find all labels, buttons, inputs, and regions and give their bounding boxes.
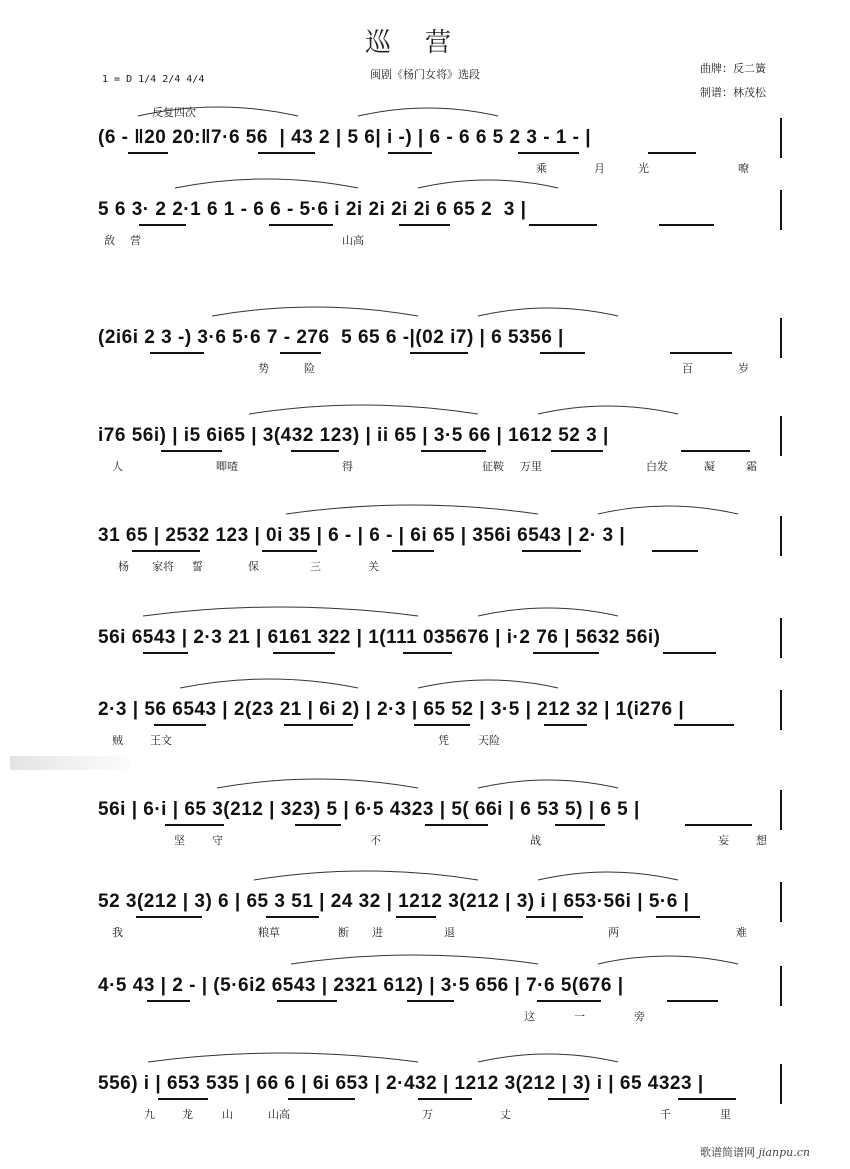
beam-underline: [518, 152, 579, 154]
lyric-word: 凝: [704, 460, 715, 473]
beam-underline: [656, 916, 700, 918]
beam-underline: [136, 916, 202, 918]
beam-underline: [674, 724, 734, 726]
slur-mark: [98, 96, 782, 118]
system-end-barline: [780, 882, 782, 922]
lyric-word: 退: [444, 926, 455, 939]
lyric-word: 关: [368, 560, 379, 573]
beam-underline: [388, 152, 432, 154]
beam-underline: [288, 1098, 355, 1100]
beam-underline: [648, 152, 696, 154]
lyrics-line: [98, 1106, 782, 1126]
beam-underline: [407, 1000, 454, 1002]
beam-underline: [678, 1098, 736, 1100]
slur-mark: [98, 768, 782, 790]
lyric-word: 人: [112, 460, 123, 473]
lyric-word: 乘: [536, 162, 547, 175]
lyric-word: 断: [338, 926, 349, 939]
notation-line: 56i | 6·i | 65 3(212 | 323) 5 | 6·5 4323 | 5( 66i | 6 53 5) | 6 5 |: [98, 799, 640, 820]
beam-underline: [681, 450, 750, 452]
lyric-word: 山: [222, 1108, 233, 1121]
score-subtitle: 闽剧《杨门女将》选段: [370, 68, 480, 81]
beam-underline: [421, 450, 486, 452]
watermark-cn: 歌谱简谱网: [700, 1146, 755, 1159]
lyric-word: 唧喳: [216, 460, 238, 473]
beam-underline: [132, 550, 200, 552]
system-end-barline: [780, 790, 782, 830]
beam-underline: [548, 1098, 589, 1100]
lyrics-line: [98, 1008, 782, 1028]
notation-line: (6 - ‖20 20:‖7·6 56 | 43 2 | 5 6| i -) | 6 - 6 6 5 2 3 - 1 - |: [98, 127, 592, 148]
lyric-word: 得: [342, 460, 353, 473]
system-end-barline: [780, 416, 782, 456]
system-end-barline: [780, 318, 782, 358]
lyric-word: 山高: [268, 1108, 290, 1121]
slur-mark: [98, 860, 782, 882]
beam-underline: [555, 824, 605, 826]
lyric-word: 保: [248, 560, 259, 573]
beam-underline: [262, 550, 317, 552]
lyric-word: 霜: [746, 460, 757, 473]
notation-system: [98, 516, 782, 606]
slur-mark: [98, 296, 782, 318]
slur-mark: [98, 668, 782, 690]
lyric-word: 光: [638, 162, 649, 175]
lyrics-line: [98, 558, 782, 578]
notation-line: 52 3(212 | 3) 6 | 65 3 51 | 24 32 | 1212 3(212 | 3) i | 653·56i | 5·6 |: [98, 891, 690, 912]
lyrics-line: [98, 458, 782, 478]
beam-underline: [150, 352, 204, 354]
beam-underline: [154, 724, 206, 726]
system-end-barline: [780, 190, 782, 230]
lyric-word: 凭: [438, 734, 449, 747]
lyric-word: 山高: [342, 234, 364, 247]
notation-system: [98, 416, 782, 506]
beam-underline: [295, 824, 341, 826]
beam-underline: [529, 224, 597, 226]
lyric-word: 征鞍: [482, 460, 504, 473]
beam-underline: [540, 352, 585, 354]
lyric-word: 嘹: [738, 162, 749, 175]
lyric-word: 万: [422, 1108, 433, 1121]
lyric-word: 万里: [520, 460, 542, 473]
lyrics-line: [98, 924, 782, 944]
beam-underline: [280, 352, 321, 354]
lyric-word: 险: [304, 362, 315, 375]
notation-system: [98, 1064, 782, 1154]
beam-underline: [266, 916, 319, 918]
beam-underline: [277, 1000, 337, 1002]
beam-underline: [544, 724, 587, 726]
lyric-word: 月: [594, 162, 605, 175]
beam-underline: [392, 550, 434, 552]
notation-line: i76 56i) | i5 6i65 | 3(432 123) | ii 65 | 3·5 66 | 1612 52 3 |: [98, 425, 609, 446]
beam-underline: [273, 652, 335, 654]
beam-underline: [284, 724, 353, 726]
score-title: 巡营: [364, 28, 485, 58]
beam-underline: [396, 916, 436, 918]
beam-underline: [418, 1098, 472, 1100]
slur-mark: [98, 596, 782, 618]
lyric-word: 旁: [634, 1010, 645, 1023]
lyric-word: 守: [212, 834, 223, 847]
lyric-word: 三: [310, 560, 321, 573]
lyric-word: 百: [682, 362, 693, 375]
lyric-word: 战: [530, 834, 541, 847]
lyrics-line: [98, 832, 782, 852]
beam-underline: [667, 1000, 718, 1002]
system-end-barline: [780, 690, 782, 730]
lyric-word: 难: [736, 926, 747, 939]
repeat-note: 反复四次: [152, 106, 196, 119]
lyric-word: 杨: [118, 560, 129, 573]
lyric-word: 家将: [152, 560, 174, 573]
beam-underline: [128, 152, 168, 154]
notation-line: 5 6 3· 2 2·1 6 1 - 6 6 - 5·6 i 2i 2i 2i 2i 6 65 2 3 |: [98, 199, 527, 220]
beam-underline: [425, 824, 488, 826]
notation-system: [98, 190, 782, 280]
slur-mark: [98, 1042, 782, 1064]
notation-system: [98, 690, 782, 780]
lyrics-line: [98, 360, 782, 380]
beam-underline: [659, 224, 714, 226]
beam-underline: [663, 652, 716, 654]
lyric-word: 敌: [104, 234, 115, 247]
lyric-word: 两: [608, 926, 619, 939]
site-watermark: [700, 1144, 810, 1160]
lyric-word: 坚: [174, 834, 185, 847]
slur-mark: [98, 494, 782, 516]
notation-line: 31 65 | 2532 123 | 0i 35 | 6 - | 6 - | 6i 65 | 356i 6543 | 2· 3 |: [98, 525, 626, 546]
lyric-word: 我: [112, 926, 123, 939]
beam-underline: [551, 450, 603, 452]
notation-line: 556) i | 653 535 | 66 6 | 6i 653 | 2·432 | 1212 3(212 | 3) i | 65 4323 |: [98, 1073, 704, 1094]
lyric-word: 誓: [192, 560, 203, 573]
system-end-barline: [780, 966, 782, 1006]
beam-underline: [522, 550, 581, 552]
beam-underline: [537, 1000, 601, 1002]
beam-underline: [158, 1098, 208, 1100]
lyric-word: 龙: [182, 1108, 193, 1121]
system-end-barline: [780, 516, 782, 556]
system-end-barline: [780, 118, 782, 158]
beam-underline: [403, 652, 452, 654]
beam-underline: [670, 352, 732, 354]
lyrics-line: [98, 732, 782, 752]
watermark-site: jianpu.cn: [758, 1146, 810, 1159]
beam-underline: [165, 824, 224, 826]
beam-underline: [533, 652, 599, 654]
key-signature: 1 = D 1/4 2/4 4/4: [102, 74, 205, 85]
slur-mark: [98, 168, 782, 190]
lyric-word: 想: [756, 834, 767, 847]
slur-mark: [98, 944, 782, 966]
lyric-word: 势: [258, 362, 269, 375]
lyric-word: 粮草: [258, 926, 280, 939]
beam-underline: [269, 224, 333, 226]
notation-line: 2·3 | 56 6543 | 2(23 21 | 6i 2) | 2·3 | 65 52 | 3·5 | 212 32 | 1(i276 |: [98, 699, 685, 720]
beam-underline: [414, 724, 470, 726]
lyric-word: 进: [372, 926, 383, 939]
lyric-word: 营: [130, 234, 141, 247]
lyric-word: 岁: [738, 362, 749, 375]
beam-underline: [291, 450, 339, 452]
lyric-word: 九: [144, 1108, 155, 1121]
beam-underline: [147, 1000, 190, 1002]
tune-label: 曲牌：反二簧: [700, 62, 766, 75]
beam-underline: [526, 916, 583, 918]
beam-underline: [410, 352, 468, 354]
lyrics-line: [98, 232, 782, 252]
notation-line: (2i6i 2 3 -) 3·6 5·6 7 - 276 5 65 6 -|(02 i7) | 6 5356 |: [98, 327, 564, 348]
beam-underline: [399, 224, 450, 226]
arranger-label: 制谱：林茂松: [700, 86, 766, 99]
lyric-word: 贼: [112, 734, 123, 747]
lyric-word: 白发: [646, 460, 668, 473]
system-end-barline: [780, 618, 782, 658]
beam-underline: [143, 652, 188, 654]
slur-mark: [98, 394, 782, 416]
lyric-word: 王文: [150, 734, 172, 747]
lyric-word: 里: [720, 1108, 731, 1121]
system-end-barline: [780, 1064, 782, 1104]
lyric-word: 千: [660, 1108, 671, 1121]
lyric-word: 不: [370, 834, 381, 847]
beam-underline: [139, 224, 186, 226]
beam-underline: [652, 550, 698, 552]
beam-underline: [161, 450, 222, 452]
notation-line: 4·5 43 | 2 - | (5·6i2 6543 | 2321 612) | 3·5 656 | 7·6 5(676 |: [98, 975, 624, 996]
notation-line: 56i 6543 | 2·3 21 | 6161 322 | 1(111 035676 | i·2 76 | 5632 56i): [98, 627, 661, 648]
beam-underline: [685, 824, 752, 826]
lyric-word: 这: [524, 1010, 535, 1023]
lyric-word: 妄: [718, 834, 729, 847]
lyric-word: 一: [574, 1010, 585, 1023]
lyric-word: 天险: [478, 734, 500, 747]
beam-underline: [258, 152, 315, 154]
lyric-word: 丈: [500, 1108, 511, 1121]
